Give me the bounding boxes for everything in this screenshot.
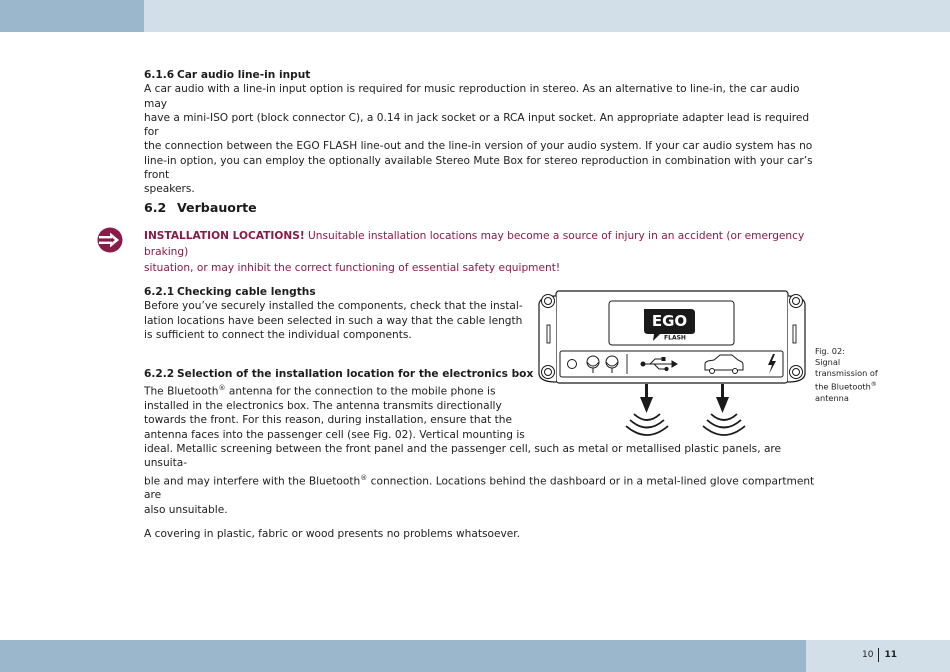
electronics-box-figure xyxy=(536,290,808,440)
page-number-right: 11 xyxy=(884,650,897,660)
section-6-2-1-line: lation locations have been selected in such a way that the cable length xyxy=(144,314,523,327)
header-bar-left xyxy=(0,0,144,32)
section-6-1-6 xyxy=(144,68,824,197)
section-6-2-2-heading: 6.2.2 Selection of the installation location for the electronics box xyxy=(144,368,534,380)
section-6-2-2-line: antenna faces into the passenger cell (see Fig. 02). Vertical mounting is xyxy=(144,428,525,441)
warning-box xyxy=(144,228,814,276)
section-6-2-2-line: The Bluetooth® antenna for the connection to the mobile phone is xyxy=(144,384,496,398)
page-number-left: 10 xyxy=(862,650,874,660)
section-6-2-2-line: installed in the electronics box. The antenna transmits directionally xyxy=(144,400,502,413)
section-6-2-2-line: ideal. Metallic screening between the front panel and the passenger cell, such as metal or metallised plastic panels, are unsuita- xyxy=(144,443,782,470)
section-6-2-1 xyxy=(144,285,524,342)
figure-caption: Fig. 02: Signal transmission of the Bluetooth® antenna xyxy=(815,346,878,403)
warning-text: Unsuitable installation locations may become a source of injury in an accident (or emergency braking) xyxy=(144,230,805,258)
page-numbers xyxy=(862,648,897,662)
svg-text:EGO: EGO xyxy=(651,312,688,330)
warning-text: situation, or may inhibit the correct functioning of essential safety equipment! xyxy=(144,262,561,274)
footer-bar-left xyxy=(0,640,806,672)
section-6-1-6-line: the connection between the EGO FLASH line-out and the line-in version of your audio system. If your car audio system has no xyxy=(144,140,813,153)
section-6-2-1-heading: 6.2.1 Checking cable lengths xyxy=(144,286,316,298)
section-6-2-1-line: is sufficient to connect the individual components. xyxy=(144,328,412,341)
section-6-2-2-line: also unsuitable. xyxy=(144,503,228,516)
section-6-1-6-heading: 6.1.6 Car audio line-in input xyxy=(144,69,311,81)
svg-text:FLASH: FLASH xyxy=(664,334,686,342)
section-6-1-6-line: A car audio with a line-in input option is required for music reproduction in stereo. As an alternative to line-in, the car audio may xyxy=(144,83,800,110)
section-6-2-2-paragraph: A covering in plastic, fabric or wood presents no problems whatsoever. xyxy=(144,528,521,541)
section-6-2-2-line: towards the front. For this reason, during installation, ensure that the xyxy=(144,414,512,427)
section-6-1-6-line: speakers. xyxy=(144,183,195,196)
arrow-right-circle-icon xyxy=(97,227,123,253)
warning-heading: INSTALLATION LOCATIONS! xyxy=(144,230,305,242)
header-bar-right xyxy=(144,0,950,32)
page-number-separator xyxy=(878,648,879,662)
arrow-down-icon xyxy=(640,384,729,413)
section-6-2-2-line: ble and may interfere with the Bluetooth® connection. Locations behind the dashboard or in a metal-lined glove compartment are xyxy=(144,473,815,502)
section-6-1-6-line: line-in option, you can employ the optionally available Stereo Mute Box for stereo reproduction in combination with your car’s front xyxy=(144,154,813,182)
section-6-2-1-line: Before you’ve securely installed the components, check that the instal- xyxy=(144,300,523,313)
section-6-2-heading: 6.2 Verbauorte xyxy=(144,200,257,215)
signal-waves-icon xyxy=(626,414,745,435)
section-6-1-6-line: have a mini-ISO port (block connector C), a 0.14 in jack socket or a RCA input socket. An appropriate adapter lead is required for xyxy=(144,111,810,139)
